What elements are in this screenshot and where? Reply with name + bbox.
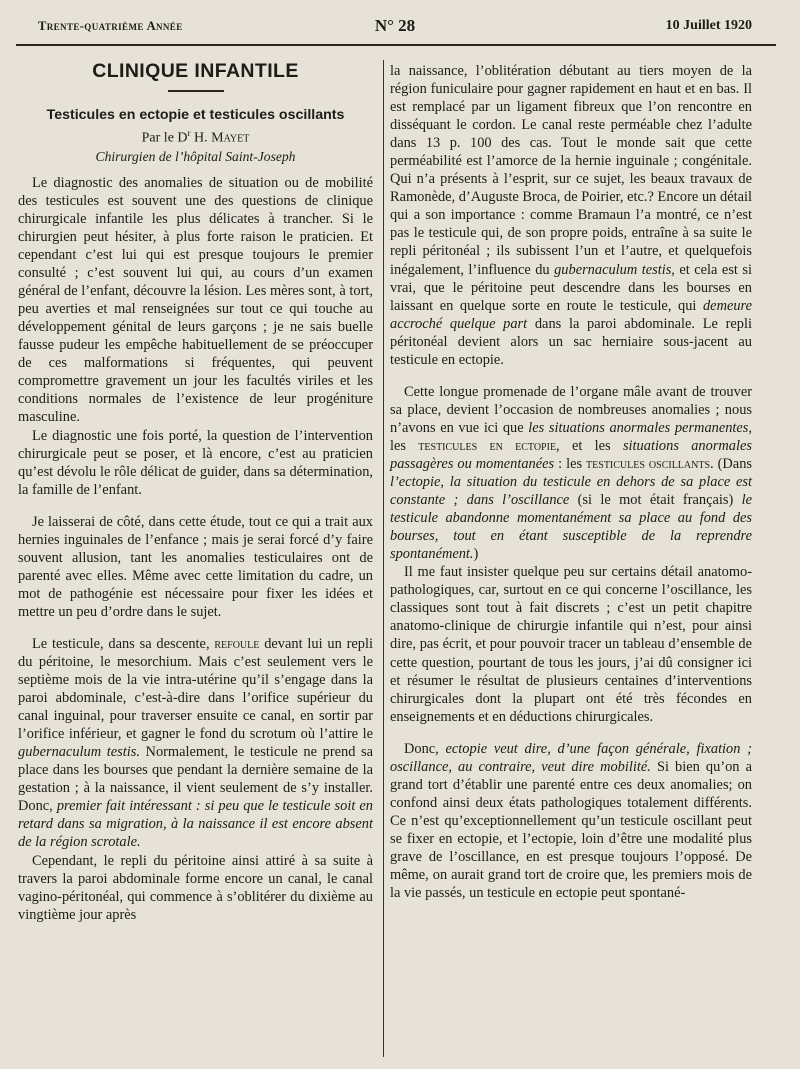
- paragraph: Cependant, le repli du péritoine ainsi attiré à sa suite à travers la paroi abdominale forme encore un canal, le canal vagino-péritonéal, qui commence à s’oblitérer du dixième au vingtième jour après: [18, 852, 373, 923]
- paragraph: Le diagnostic des anomalies de situation ou de mobilité des testicules est souvent une des questions de clinique chirurgicale infantile les plus délicates à trancher. Si le chirurgien peut hésiter, à plus forte raison le praticien. Et cependant c’est lui qui est presque toujours le premier consulté ; c’est souvent lui qui, au cours d’un examen général de l’enfant, découvre la lésion. Les mères sont, à tort, peu averties et mal renseignées sur tout ce qui touche au développement génital de leurs garçons ; je ne sais buelle fausse pudeur les empêche habituellement de se préoccuper de ces malformations si fréquentes, qui peuvent compromettre gravement un jour les facultés viriles et les conditions normales de l’existence de leur progéniture masculine.: [18, 174, 373, 426]
- paragraph: Cette longue promenade de l’organe mâle avant de trouver sa place, devient l’occasion de nombreuses anomalies ; nous n’avons en vue ici que les situations anormales permanentes, les testicules en ectopie, et les situations anormales passagères ou momentanées : les testicules oscillants. (Dans l’ectopie, la situation du testicule en dehors de sa place est constante ; dans l’oscillance (si le mot était français) le testicule abandonne momentanément sa place au fond des bourses, tout en étant susceptible de la reprendre spontanément.): [390, 383, 752, 563]
- author-affiliation: Chirurgien de l’hôpital Saint-Joseph: [95, 148, 296, 164]
- running-header: [38, 16, 752, 41]
- header-rule: [16, 44, 776, 46]
- paragraph: Il me faut insister quelque peu sur certains détail anatomo-pathologiques, car, surtout en ce qui concerne l’oscillance, les classiques sont tout à fait discrets ; c’est un petit chapitre anatomo-clinique de chirurgie infantile qui n’est, pour ainsi dire, pas écrit, et pour pouvoir tracer un tableau d’ensemble de cette question, pourtant de tous les jours, j’ai dû consigner ici et résumer le résultat de plusieurs centaines d’interventions chirurgicales dont la plupart ont été très fécondes en enseignements et en déductions chirurgicales.: [390, 564, 752, 725]
- paragraph: Le diagnostic une fois porté, la question de l’intervention chirurgicale peut se poser, et là encore, c’est au praticien qu’est dévolu le rôle délicat de guider, dans sa détermination, la famille de l’enfant.: [18, 427, 373, 498]
- left-column: [18, 62, 373, 924]
- author-name: H. Mayet: [190, 130, 250, 146]
- section-rule: [168, 90, 224, 92]
- paragraph: Donc, ectopie veut dire, d’une façon générale, fixation ; oscillance, au contraire, veut dire mobilité. Si bien qu’on a grand tort d’établir une parenté entre ces deux anomalies; on confond ainsi deux états pathologiques totalement différents. Ce n’est qu’exceptionnellement qu’un testicule oscillant peut se fixer en ectopie, et l’ectopie, loin d’être une modalité plus grave de l’oscillance, en est presque toujours l’opposé. De même, on aurait grand tort de croire que, les premiers mois de la vie passés, un testicule en ectopie peut spontané-: [390, 740, 752, 902]
- right-column: [390, 62, 752, 902]
- issue-date: 10 Juillet 1920: [665, 18, 752, 33]
- volume-label: Trente-quatrième Année: [38, 19, 183, 33]
- column-divider: [383, 60, 384, 1057]
- article-title: Testicules en ectopie et testicules oscillants: [46, 107, 345, 124]
- paragraph: Le testicule, dans sa descente, refoule devant lui un repli du péritoine, le mesorchium. Mais c’est seulement vers le septième mois de la vie intra-utérine qu’il s’engage dans la paroi abdominale, c’est-à-dire dans l’orifice supérieur du canal inguinal, pour traverser ensuite ce canal, en sortir par l’orifice inférieur, et gagner le fond du scrotum où l’attire le gubernaculum testis. Normalement, le testicule ne prend sa place dans les bourses que pendant la dernière semaine de la gestation ; à la naissance, il vient seulement de s’y installer. Donc, premier fait intéressant : si peu que le testicule soit en retard dans sa migration, à la naissance il est encore absent de la région scrotale.: [18, 635, 374, 851]
- paragraph: la naissance, l’oblitération débutant au tiers moyen de la région funiculaire pour gagner rapidement en haut et en bas. Il est remplacé par un ligament fibreux que l’on rencontre en disséquant le cordon. Le canal reste perméable chez l’adulte dans 13 p. 100 des cas. Tout le monde sait que cette perméabilité est l’amorce de la hernie inguinale ; congénitale. Qui n’a présents à l’esprit, sur ce sujet, les beaux travaux de Ramonède, d’Auguste Broca, de Poirier, etc.? Encore un détail qui a son importance : comme Bramaun l’a montré, ce n’est pas le testicule qui, de son propre poids, entraîne à sa suite le repli péritonéal ; ils subissent l’un et l’autre, et quelquefois inégalement, l’influence du gubernaculum testis, et cela est si vrai, que le péritoine peut descendre dans les bourses en laissant en quelque sorte en route le testicule, qui demeure accroché quelque part dans la paroi abdominale. Le repli péritonéal devient alors un sac herniaire sous-jacent au testicule en ectopie.: [390, 63, 752, 368]
- paragraph: Je laisserai de côté, dans cette étude, tout ce qui a trait aux hernies inguinales de l’enfance ; mais je serai forcé d’y faire souvent allusion, tant les anomalies testiculaires ont de parenté avec elles. Même avec cette limitation du cadre, un mot de pathogénie est nécessaire pour fixer les idées et mettre un peu d’ordre dans le sujet.: [18, 513, 373, 620]
- issue-number: N° 28: [374, 16, 416, 35]
- section-title: CLINIQUE INFANTILE: [92, 60, 299, 82]
- author-byline: Par le $D^r$ H. Mayet: [141, 128, 250, 146]
